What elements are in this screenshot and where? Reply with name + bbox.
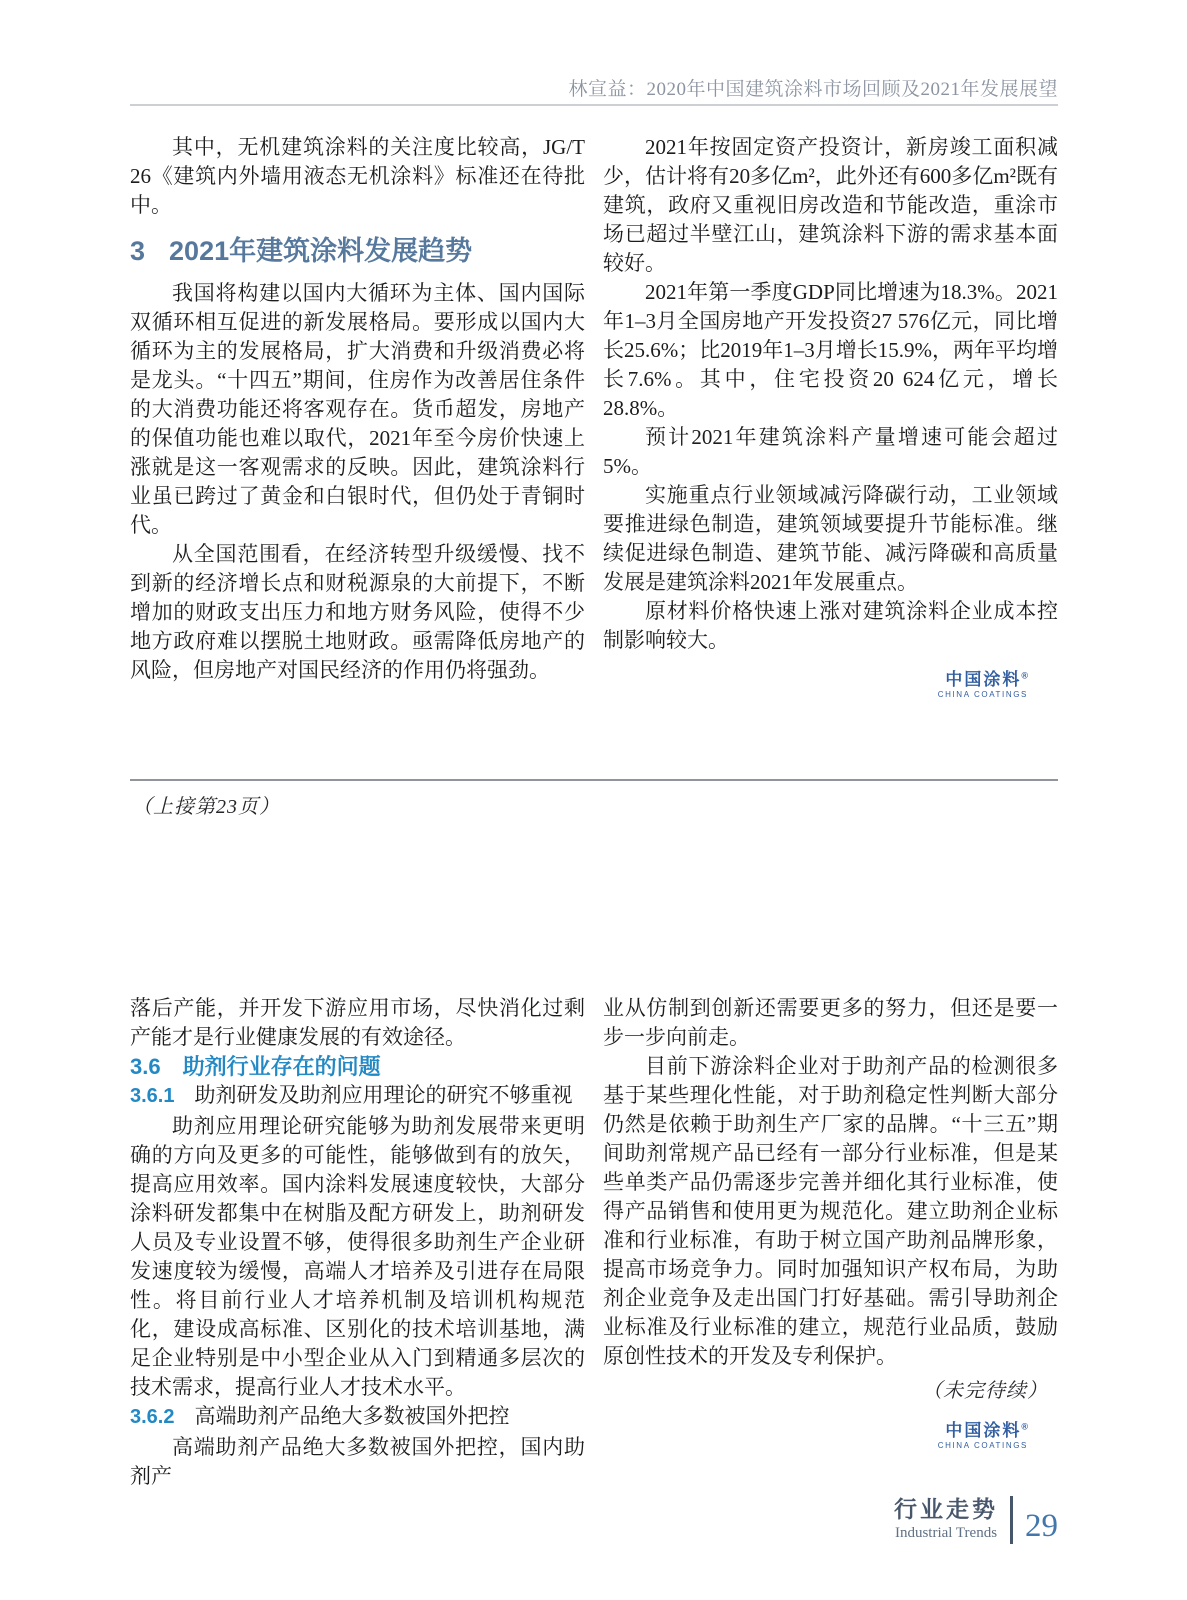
- top-right-column: [603, 133, 1058, 699]
- subsection-title: 高端助剂产品绝大多数被国外把控: [194, 1404, 510, 1428]
- footer-divider-bar: [1010, 1496, 1013, 1544]
- page-number: 29: [1025, 1508, 1058, 1544]
- subsection-heading-3-6-1: [130, 1081, 585, 1112]
- paragraph-carryover: 业从仿制到创新还需要更多的努力，但还是要一步一步向前走。: [603, 996, 1058, 1049]
- bottom-article-section: [130, 994, 1058, 1491]
- logo-cn-text: [603, 671, 1028, 688]
- paragraph: 原材料价格快速上涨对建筑涂料企业成本控制影响较大。: [603, 599, 1058, 652]
- section-heading-3: [130, 234, 585, 268]
- continued-from-note: （上接第23页）: [132, 796, 280, 818]
- paragraph: 实施重点行业领域减污降碳行动，工业领域要推进绿色制造，建筑领域要提升节能标准。继续促进绿色制造、建筑节能、减污降碳和高质量发展是建筑涂料2021年发展重点。: [603, 483, 1058, 594]
- header-rule: [130, 104, 1058, 106]
- logo-cn-label: 中国涂料: [945, 1421, 1022, 1440]
- paragraph-intro: 其中，无机建筑涂料的关注度比较高，JG/T 26《建筑内外墙用液态无机涂料》标准还在待批中。: [130, 135, 585, 217]
- section-heading-number: 3: [130, 236, 146, 266]
- paragraph: 目前下游涂料企业对于助剂产品的检测很多基于某些理化性能，对于助剂稳定性判断大部分仍然是依赖于助剂生产厂家的品牌。“十三五”期间助剂常规产品已经有一部分行业标准，但是某些单类产品仍需逐步完善并细化其行业标准，使得产品销售和使用更为规范化。建立助剂企业标准和行业标准，有助于树立国产助剂品牌形象，提高市场竞争力。同时加强知识产权布局，为助剂企业竞争及走出国门打好基础。需引导助剂企业标准及行业标准的建立，规范行业品质，鼓励原创性技术的开发及专利保护。: [603, 1054, 1058, 1368]
- footer-section-cn: 行业走势: [894, 1496, 998, 1522]
- logo-cn-text: [603, 1422, 1028, 1439]
- footer-section-en: Industrial Trends: [894, 1525, 998, 1541]
- paragraph: 从全国范围看，在经济转型升级缓慢、找不到新的经济增长点和财税源泉的大前提下，不断增加的财政支出压力和地方财务风险，使得不少地方政府难以摆脱土地财政。亟需降低房地产的风险，但房地产对国民经济的作用仍将强劲。: [130, 542, 585, 682]
- bottom-left-column: [130, 994, 585, 1491]
- paragraph: 2021年按固定资产投资计，新房竣工面积减少，估计将有20多亿m²，此外还有600多亿m²既有建筑，政府又重视旧房改造和节能改造，重涂市场已超过半壁江山，建筑涂料下游的需求基本面较好。: [603, 135, 1058, 275]
- paragraph: 预计2021年建筑涂料产量增速可能会超过5%。: [603, 425, 1058, 478]
- paragraph: 我国将构建以国内大循环为主体、国内国际双循环相互促进的新发展格局。要形成以国内大循环为主的发展格局，扩大消费和升级消费必将是龙头。“十四五”期间，住房作为改善居住条件的大消费功能还将客观存在。货币超发，房地产的保值功能也难以取代，2021年至今房价快速上涨就是这一客观需求的反映。因此，建筑涂料行业虽已跨过了黄金和白银时代，但仍处于青铜时代。: [130, 281, 585, 537]
- running-header-title: 林宣益：2020年中国建筑涂料市场回顾及2021年发展展望: [568, 79, 1058, 100]
- page-footer: [894, 1496, 1058, 1544]
- top-left-column: [130, 133, 585, 699]
- registered-mark-icon: ®: [1021, 670, 1028, 681]
- paragraph: 助剂应用理论研究能够为助剂发展带来更明确的方向及更多的可能性，能够做到有的放矢，提高应用效率。国内涂料发展速度较快，大部分涂料研发都集中在树脂及配方研发上，助剂研发人员及专业设置不够，使得很多助剂生产企业研发速度较为缓慢，高端人才培养及引进存在局限性。将目前行业人才培养机制及培训机构规范化，建设成高标准、区别化的技术培训基地，满足企业特别是中小型企业从入门到精通多层次的技术需求，提高行业人才技术水平。: [130, 1114, 585, 1399]
- section-divider: [130, 779, 1058, 781]
- bottom-right-column: [603, 994, 1058, 1491]
- paragraph: 2021年第一季度GDP同比增速为18.3%。2021年1–3月全国房地产开发投资27 576亿元，同比增长25.6%；比2019年1–3月增长15.9%，两年平均增长7.6%。其中，住宅投资20 624亿元，增长28.8%。: [603, 280, 1058, 420]
- subsection-title: 助剂行业存在的问题: [182, 1054, 381, 1079]
- china-coatings-logo: [603, 1422, 1058, 1450]
- paragraph-carryover: 落后产能，并开发下游应用市场，尽快消化过剩产能才是行业健康发展的有效途径。: [130, 996, 585, 1049]
- logo-en-text: CHINA COATINGS: [937, 1441, 1028, 1450]
- registered-mark-icon: ®: [1021, 1421, 1028, 1432]
- logo-en-text: CHINA COATINGS: [937, 690, 1028, 699]
- china-coatings-logo: [603, 671, 1058, 699]
- section-heading-text: 2021年建筑涂料发展趋势: [169, 236, 473, 266]
- footer-section-labels: [894, 1496, 998, 1542]
- subsection-heading-3-6-2: [130, 1402, 585, 1433]
- subsection-number: 3.6: [130, 1054, 161, 1079]
- subsection-number: 3.6.2: [130, 1406, 175, 1428]
- to-be-continued-note: （未完待续）: [922, 1380, 1048, 1402]
- subsection-heading-3-6: [130, 1052, 585, 1081]
- subsection-title: 助剂研发及助剂应用理论的研究不够重视: [194, 1083, 573, 1107]
- logo-cn-label: 中国涂料: [945, 670, 1022, 689]
- subsection-number: 3.6.1: [130, 1085, 175, 1107]
- top-article-section: [130, 133, 1058, 699]
- paragraph-continues-next-column: 高端助剂产品绝大多数被国外把控，国内助剂产: [130, 1435, 585, 1488]
